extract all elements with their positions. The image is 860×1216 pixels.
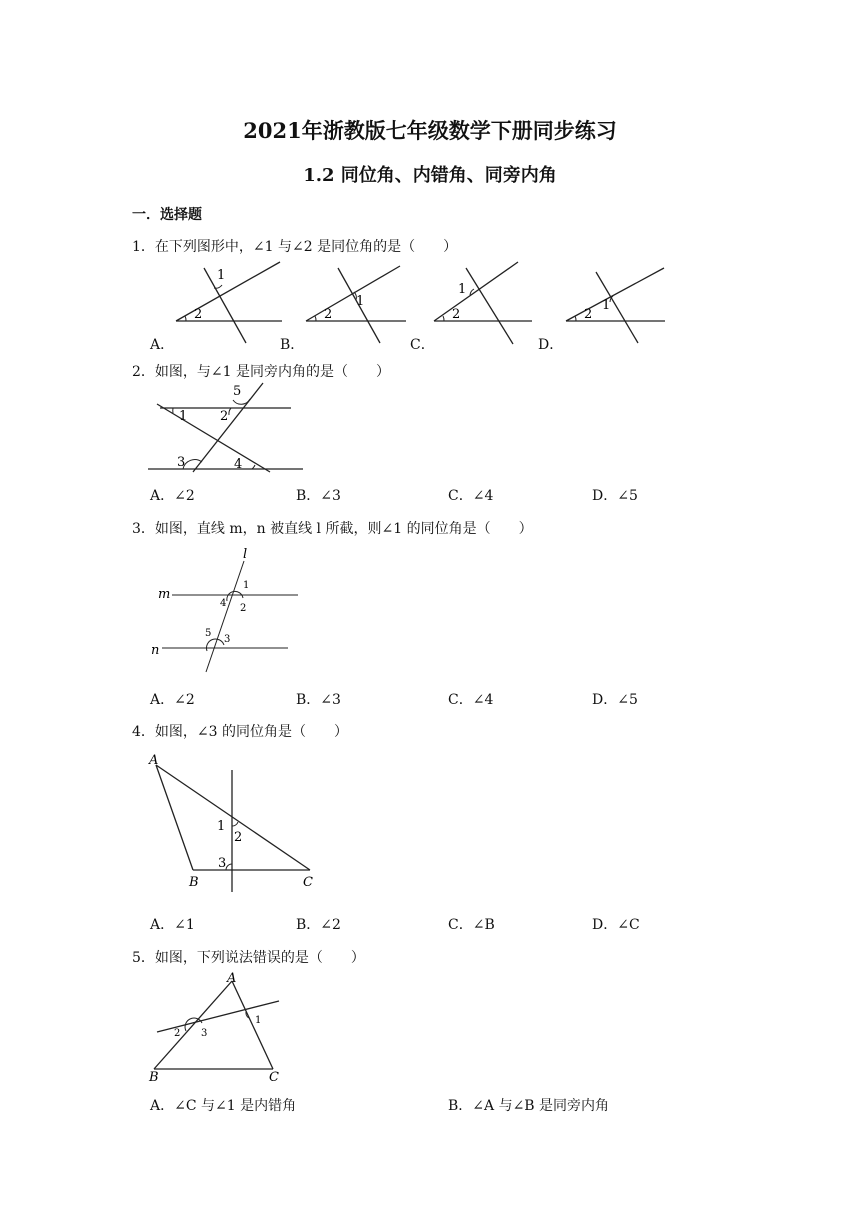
q1-option-d[interactable]: D． — [538, 337, 564, 353]
q5-option-a[interactable]: A．∠C 与∠1 是内错角 — [150, 1098, 297, 1114]
q3-label-l: l — [243, 547, 248, 562]
q3-figure — [148, 546, 303, 674]
q4-figure — [145, 750, 325, 895]
section-heading: 一．选择题 — [132, 207, 202, 223]
page-subtitle: 1.2 同位角、内错角、同旁内角 — [303, 165, 557, 186]
q4-option-d[interactable]: D．∠C — [592, 917, 640, 933]
q1-option-b[interactable]: B． — [280, 337, 305, 353]
q2-option-b[interactable]: B．∠3 — [296, 488, 341, 504]
q2-figure — [145, 380, 310, 475]
q3-label-3: 3 — [224, 634, 231, 645]
q2-label-1: 1 — [179, 409, 188, 424]
q4-option-a[interactable]: A．∠1 — [150, 917, 195, 933]
q3-label-4: 4 — [220, 598, 227, 609]
q4-option-c[interactable]: C．∠B — [448, 917, 495, 933]
q5-option-b[interactable]: B．∠A 与∠B 是同旁内角 — [448, 1098, 610, 1114]
q2-option-c[interactable]: C．∠4 — [448, 488, 494, 504]
q2-label-5: 5 — [233, 384, 242, 399]
q1-option-c[interactable]: C． — [410, 337, 435, 353]
question-2-stem: 2．如图，与∠1 是同旁内角的是（ ） — [132, 364, 390, 380]
q1-option-a[interactable]: A． — [150, 337, 175, 353]
q1d-label-2: 2 — [584, 307, 593, 322]
q1c-label-1: 1 — [458, 282, 467, 297]
q3-option-c[interactable]: C．∠4 — [448, 692, 494, 708]
q4-label-1: 1 — [217, 819, 226, 834]
q3-label-5: 5 — [205, 628, 212, 639]
q5-label-c: C — [269, 1070, 279, 1084]
q5-label-a: A — [227, 971, 237, 986]
q4-label-b: B — [189, 875, 199, 890]
q3-option-d[interactable]: D．∠5 — [592, 692, 638, 708]
q5-figure — [145, 968, 285, 1084]
q2-label-4: 4 — [234, 457, 243, 472]
q1b-label-1: 1 — [356, 294, 365, 309]
q5-label-3: 3 — [201, 1028, 208, 1039]
q5-label-1: 1 — [255, 1015, 262, 1026]
q1-figure-b — [300, 258, 415, 346]
q3-option-b[interactable]: B．∠3 — [296, 692, 341, 708]
question-4-stem: 4．如图，∠3 的同位角是（ ） — [132, 724, 348, 740]
q4-option-b[interactable]: B．∠2 — [296, 917, 341, 933]
q1-figure-d — [560, 258, 672, 346]
q2-label-3: 3 — [177, 455, 186, 470]
q5-label-2: 2 — [174, 1028, 181, 1039]
question-3-stem: 3．如图，直线 m，n 被直线 l 所截，则∠1 的同位角是（ ） — [132, 521, 533, 537]
q4-label-c: C — [303, 875, 313, 890]
page-title: 2021年浙教版七年级数学下册同步练习 — [243, 118, 617, 143]
q5-label-b: B — [149, 1070, 159, 1084]
q1-figure-a — [170, 258, 290, 346]
q2-option-d[interactable]: D．∠5 — [592, 488, 638, 504]
q3-option-a[interactable]: A．∠2 — [150, 692, 195, 708]
q1c-label-2: 2 — [452, 307, 461, 322]
q1a-label-2: 2 — [194, 307, 203, 322]
q4-label-a: A — [149, 753, 159, 768]
question-1-stem: 1．在下列图形中，∠1 与∠2 是同位角的是（ ） — [132, 239, 458, 255]
q3-label-1: 1 — [243, 580, 250, 591]
q3-label-n: n — [151, 643, 160, 658]
q2-option-a[interactable]: A．∠2 — [150, 488, 195, 504]
q1a-label-1: 1 — [217, 268, 226, 283]
q2-label-2: 2 — [220, 409, 229, 424]
question-5-stem: 5．如图，下列说法错误的是（ ） — [132, 950, 365, 966]
q3-label-m: m — [158, 587, 171, 602]
q4-label-3: 3 — [218, 856, 227, 871]
q3-label-2: 2 — [240, 603, 247, 614]
q1d-label-1: 1 — [602, 298, 611, 313]
q1b-label-2: 2 — [324, 307, 333, 322]
q1-figure-c — [428, 258, 543, 346]
q4-label-2: 2 — [234, 830, 243, 845]
